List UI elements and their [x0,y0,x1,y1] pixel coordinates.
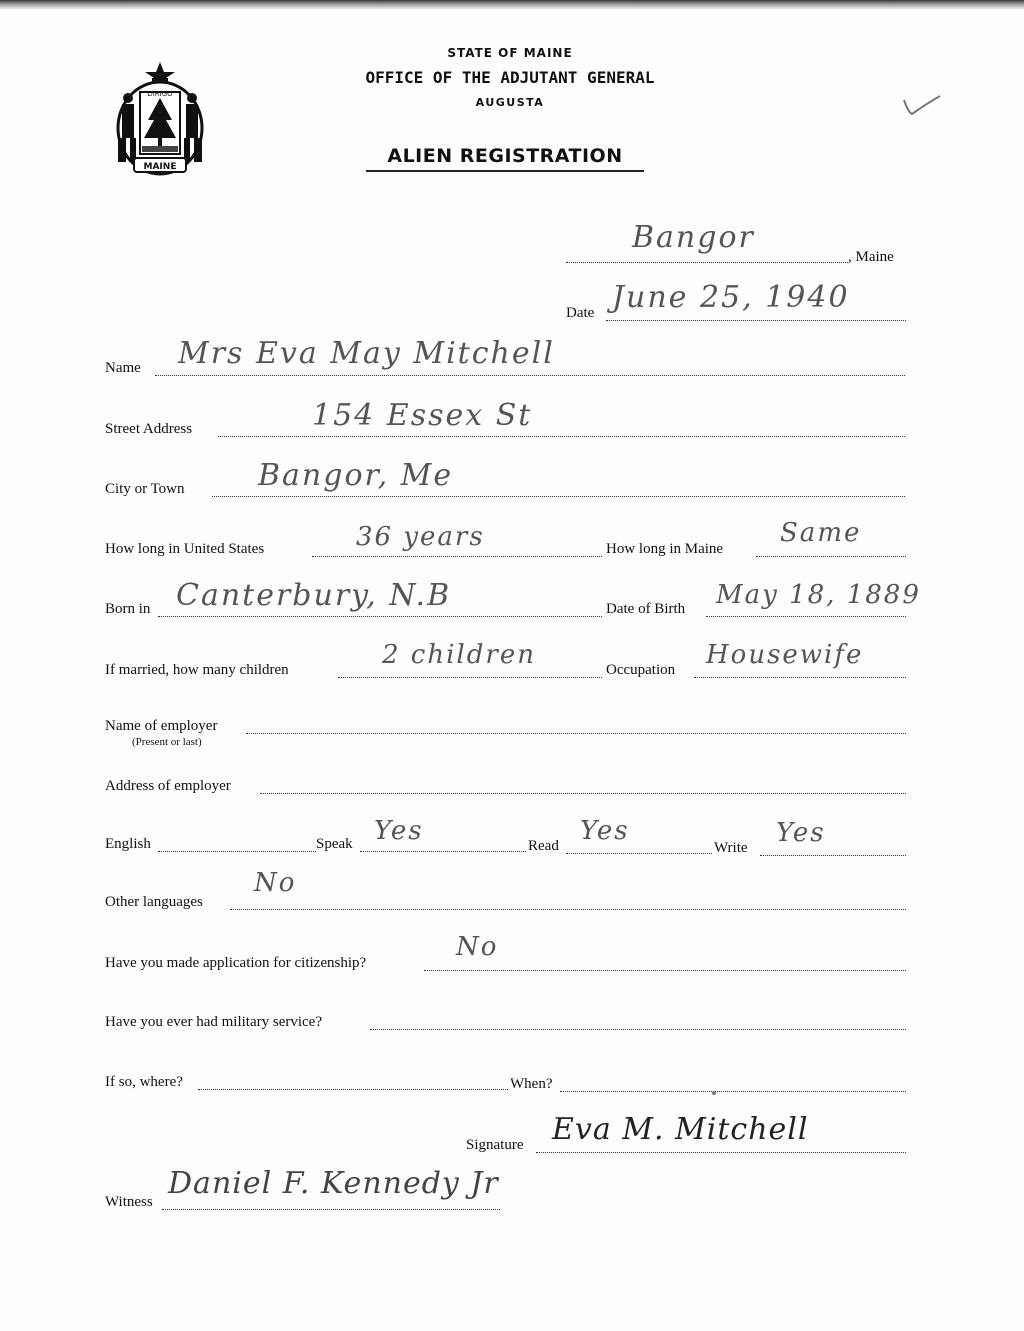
employer-address-line [260,793,906,794]
seal-banner-text: MAINE [143,162,177,172]
dob-line [706,616,906,617]
english-line [158,851,316,852]
occupation-value: Housewife [706,640,864,670]
born-line [158,616,602,617]
witness-label: Witness [105,1194,153,1210]
speak-value: Yes [374,816,424,846]
military-line [370,1029,906,1030]
scan-edge [0,0,1024,10]
city-label: City or Town [105,481,185,497]
read-label: Read [528,838,559,854]
street-line [218,436,905,437]
employer-sublabel: (Present or last) [132,736,202,748]
read-line [566,853,712,854]
citizenship-label: Have you made application for citizenship? [105,955,367,971]
maine-stay-label: How long in Maine [606,541,724,557]
name-label: Name [105,360,141,376]
occupation-line [694,677,906,678]
place-suffix: , Maine [848,249,894,265]
form-title: ALIEN REGISTRATION [387,145,623,167]
employer-line [246,733,906,734]
children-line [338,677,602,678]
write-line [760,855,906,856]
other-languages-line [230,909,906,910]
name-line [155,375,905,376]
signature-line [536,1152,906,1153]
children-label: If married, how many children [105,662,289,678]
signature-label: Signature [466,1137,524,1153]
dob-value: May 18, 1889 [716,580,921,610]
citizenship-line [424,970,906,971]
write-label: Write [714,840,748,856]
city-value: Bangor, Me [258,458,454,493]
witness-value: Daniel F. Kennedy Jr [168,1166,499,1201]
maine-stay-value: Same [780,518,862,548]
us-stay-value: 36 years [356,522,485,552]
born-value: Canterbury, N.B [176,578,452,613]
city-line [212,496,905,497]
dob-label: Date of Birth [606,601,686,617]
check-mark-icon [900,92,944,118]
citizenship-value: No [456,932,499,962]
header-state: STATE OF MAINE [447,46,573,60]
where-label: If so, where? [105,1074,183,1090]
us-stay-label: How long in United States [105,541,265,557]
ink-speck-icon [708,1088,720,1098]
street-label: Street Address [105,421,193,437]
other-languages-value: No [254,868,297,898]
us-stay-line [312,556,602,557]
speak-label: Speak [316,836,353,852]
english-label: English [105,836,151,852]
date-value: June 25, 1940 [612,280,850,315]
born-label: Born in [105,601,151,617]
maine-stay-line [756,556,906,557]
occupation-label: Occupation [606,662,676,678]
speak-line [360,851,526,852]
where-line [198,1089,508,1090]
maine-state-seal-icon [108,58,212,180]
when-line [560,1091,906,1092]
when-label: When? [510,1076,553,1092]
date-line [606,320,906,321]
date-label: Date [566,305,595,321]
witness-line [162,1209,500,1210]
name-value: Mrs Eva May Mitchell [178,336,555,371]
military-label: Have you ever had military service? [105,1014,322,1030]
children-value: 2 children [382,640,536,670]
header-city: AUGUSTA [475,96,545,109]
employer-address-label: Address of employer [105,778,231,794]
signature-value: Eva M. Mitchell [552,1112,809,1147]
street-value: 154 Essex St [312,398,533,433]
header-office: OFFICE OF THE ADJUTANT GENERAL [365,68,655,87]
other-languages-label: Other languages [105,894,203,910]
employer-label: Name of employer [105,718,218,734]
place-line [566,262,848,263]
read-value: Yes [580,816,630,846]
place-value: Bangor [632,220,755,255]
seal-motto-text: DIRIGO [147,90,173,98]
write-value: Yes [776,818,826,848]
title-underline [366,170,644,172]
